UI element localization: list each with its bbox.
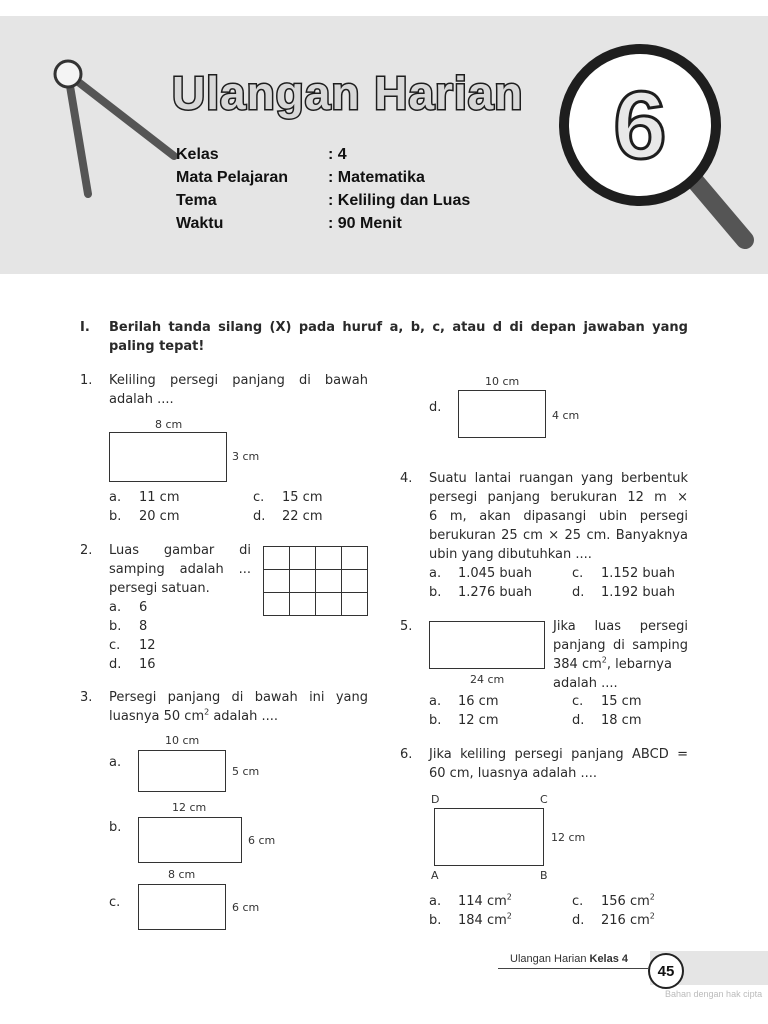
q4-line-5: ubin yang dibutuhkan .... <box>429 547 592 562</box>
q1-option-c-letter: c. <box>253 490 265 505</box>
section-numeral: I. <box>80 320 90 335</box>
q6-option-d: 216 $cm^2$ <box>601 911 655 928</box>
q3-b-width-label: 12 cm <box>172 801 207 814</box>
q2-number: 2. <box>80 543 93 558</box>
q5-option-d: 18 cm <box>601 713 642 728</box>
q4-line-1: Suatu lantai ruangan yang berbentuk <box>429 471 688 486</box>
q1-height-label: 3 cm <box>232 450 260 463</box>
q3-c-height-label: 6 cm <box>232 901 260 914</box>
q5-option-a-letter: a. <box>429 694 442 709</box>
q2-line-3: persegi satuan. <box>109 581 210 596</box>
q4-option-c-letter: c. <box>572 566 584 581</box>
q2-line-1: Luas gambar di <box>109 543 251 558</box>
q5-line-3: 384 $cm^2$, lebarnya <box>553 655 672 672</box>
q6-line-1: Jika keliling persegi panjang ABCD = <box>429 747 688 762</box>
info-value-kelas: : 4 <box>328 146 347 163</box>
q2-line-2: samping adalah ... <box>109 562 251 577</box>
q3-option-b-letter: b. <box>109 820 122 835</box>
q3-d-rectangle <box>458 390 546 438</box>
q5-option-a: 16 cm <box>458 694 499 709</box>
q4-line-3: 6 m, akan dipasangi ubin persegi <box>429 509 688 524</box>
q3-a-rectangle <box>138 750 226 792</box>
q4-option-d: 1.192 buah <box>601 585 676 600</box>
q1-width-label: 8 cm <box>155 418 183 431</box>
q5-width-label: 24 cm <box>470 673 505 686</box>
q1-rectangle <box>109 432 227 482</box>
page-title: Ulangan Harian <box>172 67 524 119</box>
instruction-line-1: Berilah tanda silang (X) pada huruf a, b, c, atau d di depan jawaban yang <box>109 320 688 335</box>
q4-option-b-letter: b. <box>429 585 442 600</box>
number-badge: 6 <box>613 72 667 179</box>
q4-option-c: 1.152 buah <box>601 566 676 581</box>
q3-number: 3. <box>80 690 93 705</box>
q1-option-d-letter: d. <box>253 509 266 524</box>
q2-option-d-letter: d. <box>109 657 122 672</box>
q6-option-a: 114 $cm^2$ <box>458 892 512 909</box>
q5-option-b: 12 cm <box>458 713 499 728</box>
copyright-note: Bahan dengan hak cipta <box>665 989 763 999</box>
q1-option-a: 11 cm <box>139 490 180 505</box>
q5-option-d-letter: d. <box>572 713 585 728</box>
q4-number: 4. <box>400 471 413 486</box>
q4-option-a: 1.045 buah <box>458 566 533 581</box>
q3-b-height-label: 6 cm <box>248 834 276 847</box>
q4-line-4: berukuran 25 cm × 25 cm. Banyaknya <box>429 528 688 543</box>
q6-rectangle <box>434 808 544 866</box>
q6-corner-c: C <box>540 793 548 806</box>
q6-corner-a: A <box>431 869 439 882</box>
q1-number: 1. <box>80 373 93 388</box>
q5-line-4: adalah .... <box>553 676 618 691</box>
q6-option-c-letter: c. <box>572 894 584 909</box>
q3-c-width-label: 8 cm <box>168 868 196 881</box>
info-label-waktu: Waktu <box>176 215 224 232</box>
q4-option-d-letter: d. <box>572 585 585 600</box>
info-label-kelas: Kelas <box>176 146 219 163</box>
q3-line-1: Persegi panjang di bawah ini yang <box>109 690 368 705</box>
q3-a-height-label: 5 cm <box>232 765 260 778</box>
q6-option-b: 184 $cm^2$ <box>458 911 512 928</box>
magnifier-icon <box>555 40 765 255</box>
q6-corner-b: B <box>540 869 548 882</box>
q1-option-d: 22 cm <box>282 509 323 524</box>
q6-number: 6. <box>400 747 413 762</box>
q4-line-2: persegi panjang berukuran 12 m × <box>429 490 688 505</box>
q6-height-label: 12 cm <box>551 831 586 844</box>
q1-line-1: Keliling persegi panjang di bawah <box>109 373 368 388</box>
q2-option-c-letter: c. <box>109 638 121 653</box>
q4-option-b: 1.276 buah <box>458 585 533 600</box>
q5-rectangle <box>429 621 545 669</box>
q6-option-b-letter: b. <box>429 913 442 928</box>
q5-option-c-letter: c. <box>572 694 584 709</box>
q3-option-c-letter: c. <box>109 895 121 910</box>
info-value-waktu: : 90 Menit <box>328 215 402 232</box>
q3-option-d-letter: d. <box>429 400 442 415</box>
q3-b-rectangle <box>138 817 242 863</box>
q6-option-a-letter: a. <box>429 894 442 909</box>
q6-corner-d: D <box>431 793 440 806</box>
q2-unit-grid <box>263 546 368 616</box>
q2-option-a-letter: a. <box>109 600 122 615</box>
q3-a-width-label: 10 cm <box>165 734 200 747</box>
info-label-tema: Tema <box>176 192 217 209</box>
q5-number: 5. <box>400 619 413 634</box>
q5-line-1: Jika luas persegi <box>553 619 688 634</box>
q1-option-a-letter: a. <box>109 490 122 505</box>
q6-option-d-letter: d. <box>572 913 585 928</box>
q3-d-height-label: 4 cm <box>552 409 580 422</box>
q2-option-c: 12 <box>139 638 156 653</box>
q6-option-c: 156 $cm^2$ <box>601 892 655 909</box>
q1-option-b: 20 cm <box>139 509 180 524</box>
info-value-mapel: : Matematika <box>328 169 425 186</box>
q5-option-b-letter: b. <box>429 713 442 728</box>
q1-line-2: adalah .... <box>109 392 174 407</box>
info-label-mapel: Mata Pelajaran <box>176 169 289 186</box>
q1-option-b-letter: b. <box>109 509 122 524</box>
q1-option-c: 15 cm <box>282 490 323 505</box>
q6-line-2: 60 cm, luasnya adalah .... <box>429 766 598 781</box>
q2-option-d: 16 <box>139 657 156 672</box>
q4-option-a-letter: a. <box>429 566 442 581</box>
q2-option-b-letter: b. <box>109 619 122 634</box>
q3-option-a-letter: a. <box>109 755 122 770</box>
q5-line-2: panjang di samping <box>553 638 688 653</box>
footer-divider <box>498 968 648 969</box>
q3-line-2: luasnya 50 $cm^2$ adalah .... <box>109 707 278 724</box>
info-value-tema: : Keliling dan Luas <box>328 192 471 209</box>
page-number: 45 <box>648 953 684 989</box>
q3-c-rectangle <box>138 884 226 930</box>
footer-label: Ulangan Harian Kelas 4 <box>510 953 629 965</box>
q5-option-c: 15 cm <box>601 694 642 709</box>
q2-option-a: 6 <box>139 600 148 615</box>
q3-d-width-label: 10 cm <box>485 375 520 388</box>
q2-option-b: 8 <box>139 619 148 634</box>
compass-icon <box>40 52 180 202</box>
instruction-line-2: paling tepat! <box>109 339 205 354</box>
